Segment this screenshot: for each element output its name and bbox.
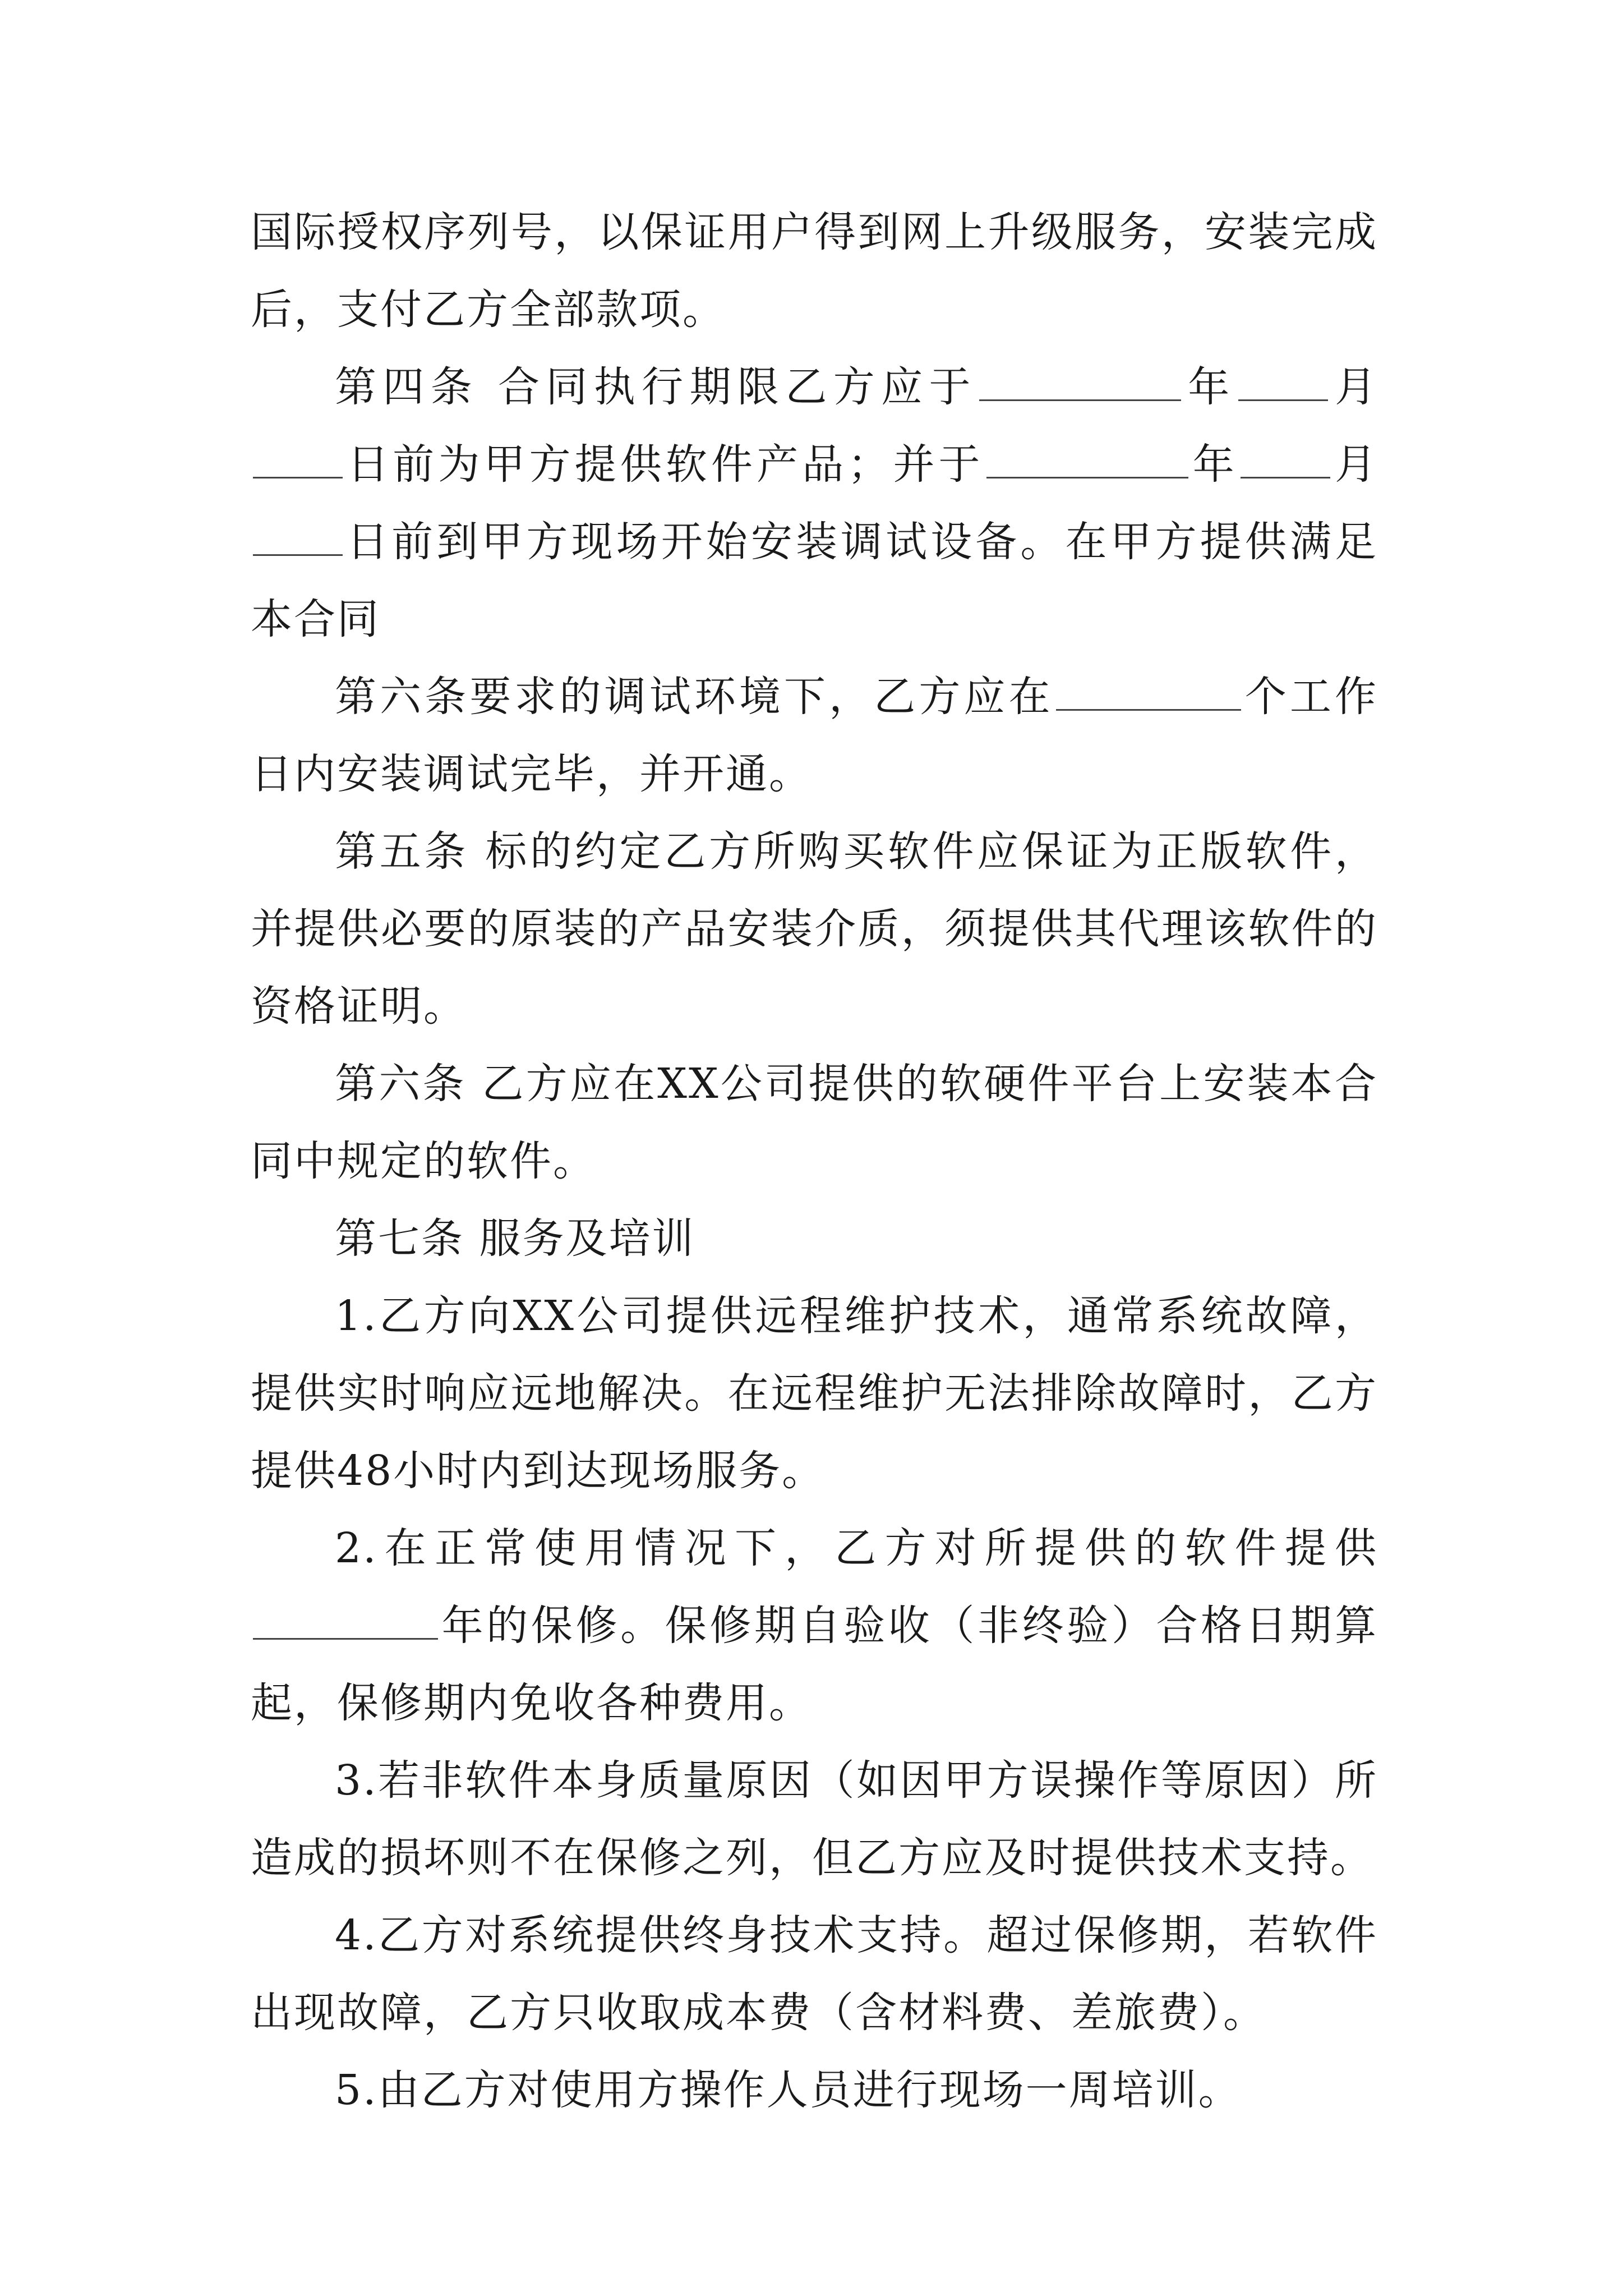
- blank-year-field-2[interactable]: [986, 440, 1188, 478]
- paragraph-article-4: [251, 348, 1378, 658]
- paragraph-text: 国际授权序列号，以保证用户得到网上升级服务，安装完成后，支付乙方全部款项。: [251, 208, 1378, 334]
- paragraph-text: 2.在正常使用情况下，乙方对所提供的软件提供: [335, 1524, 1378, 1572]
- paragraph-item-4: [251, 1897, 1378, 2051]
- paragraph-text: 第六条 乙方应在XX公司提供的软硬件平台上安装本合同中规定的软件。: [251, 1060, 1378, 1185]
- paragraph-payment: [251, 194, 1378, 348]
- paragraph-item-3: [251, 1742, 1378, 1897]
- blank-warranty-years-field[interactable]: [253, 1601, 438, 1640]
- paragraph-item-5: [251, 2051, 1378, 2129]
- paragraph-text: 个工作日内安装调试完毕，并开通。: [251, 673, 1378, 798]
- paragraph-item-2: [251, 1510, 1378, 1742]
- paragraph-article-7-heading: [251, 1200, 1378, 1277]
- blank-workdays-field[interactable]: [1056, 672, 1241, 711]
- unit-year-2: 年: [1190, 440, 1238, 489]
- paragraph-text: 日前为甲方提供软件产品；并于: [345, 440, 984, 489]
- unit-year: 年: [1183, 363, 1236, 411]
- document-body: [251, 194, 1378, 2129]
- blank-day-field[interactable]: [253, 440, 343, 478]
- blank-year-field[interactable]: [979, 362, 1181, 401]
- paragraph-article-6-env: [251, 658, 1378, 813]
- blank-day-field-2[interactable]: [253, 517, 343, 556]
- paragraph-text: 日前到甲方现场开始安装调试设备。在甲方提供满足本合同: [251, 518, 1378, 643]
- paragraph-text: 第六条要求的调试环境下，乙方应在: [335, 673, 1054, 721]
- paragraph-article-5: [251, 813, 1378, 1045]
- paragraph-article-6: [251, 1045, 1378, 1200]
- paragraph-text: 1.乙方向XX公司提供远程维护技术，通常系统故障，提供实时响应远地解决。在远程维护无法排除故障时，乙方提供48小时内到达现场服务。: [251, 1292, 1378, 1495]
- unit-month: 月: [1330, 363, 1378, 411]
- unit-month-2: 月: [1332, 440, 1378, 489]
- paragraph-text: 5.由乙方对使用方操作人员进行现场一周培训。: [335, 2066, 1242, 2114]
- blank-month-field[interactable]: [1238, 362, 1328, 401]
- paragraph-text: 3.若非软件本身质量原因（如因甲方误操作等原因）所造成的损坏则不在保修之列，但乙方应及时提供技术支持。: [251, 1756, 1378, 1882]
- paragraph-item-1: [251, 1277, 1378, 1510]
- paragraph-text: 年的保修。保修期自验收（非终验）合格日期算起，保修期内免收各种费用。: [251, 1602, 1378, 1727]
- paragraph-text: 第七条 服务及培训: [335, 1214, 695, 1263]
- paragraph-text: 第四条 合同执行期限乙方应于: [335, 363, 977, 411]
- paragraph-text: 4.乙方对系统提供终身技术支持。超过保修期，若软件出现故障，乙方只收取成本费（含材料费、差旅费）。: [251, 1911, 1378, 2037]
- paragraph-text: 第五条 标的约定乙方所购买软件应保证为正版软件，并提供必要的原装的产品安装介质，须提供其代理该软件的资格证明。: [251, 827, 1378, 1030]
- blank-month-field-2[interactable]: [1241, 440, 1330, 478]
